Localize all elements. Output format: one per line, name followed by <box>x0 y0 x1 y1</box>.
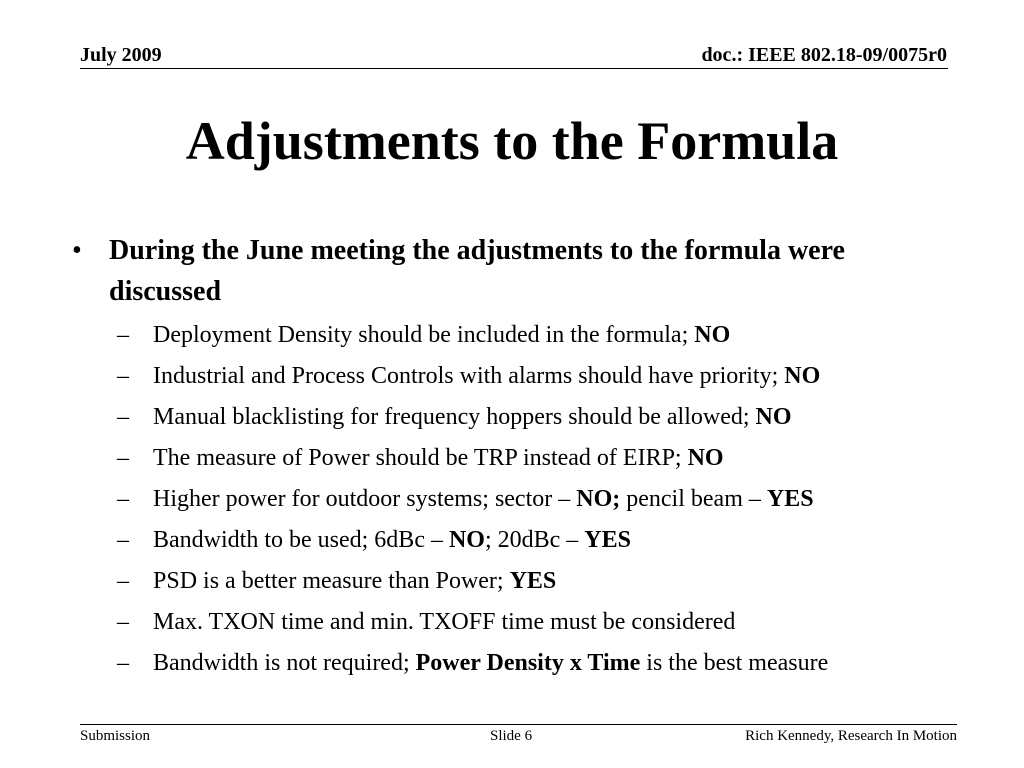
main-bullet-text: During the June meeting the adjustments to the formula were discussed <box>109 235 845 307</box>
list-item <box>117 521 997 562</box>
item-plain: Industrial and Process Controls with alarms should have priority; <box>153 363 785 389</box>
dash-icon: – <box>117 363 129 389</box>
main-bullet <box>72 230 952 312</box>
list-item-text <box>153 562 556 600</box>
list-item-text <box>153 398 792 436</box>
list-item <box>117 480 997 521</box>
item-plain: PSD is a better measure than Power; <box>153 568 510 594</box>
footer-submission: Submission <box>80 728 151 744</box>
item-verdict: YES <box>766 486 814 512</box>
item-plain: Bandwidth to be used; 6dBc – <box>153 527 449 553</box>
list-item <box>117 316 997 357</box>
item-plain: pencil beam – <box>620 486 767 512</box>
dash-icon: – <box>117 445 129 471</box>
item-verdict: NO <box>687 445 724 471</box>
header-doc-id: doc.: IEEE 802.18-09/0075r0 <box>701 44 947 66</box>
list-item <box>117 562 997 603</box>
item-plain: Manual blacklisting for frequency hoppers should be allowed; <box>153 404 756 430</box>
item-plain: Max. TXON time and min. TXOFF time must be considered <box>153 609 736 635</box>
item-plain: Bandwidth is not required; <box>153 650 416 676</box>
bullet-dot-icon: • <box>72 235 82 266</box>
item-verdict: Power Density x Time <box>415 650 641 676</box>
item-verdict: NO <box>448 527 485 553</box>
list-item-text <box>153 603 735 641</box>
item-plain: Higher power for outdoor systems; sector – <box>153 486 577 512</box>
item-plain: Deployment Density should be included in the formula; <box>153 322 695 348</box>
dash-icon: – <box>117 486 129 512</box>
footer-author: Rich Kennedy, Research In Motion <box>745 728 957 744</box>
list-item <box>117 398 997 439</box>
list-item <box>117 644 997 685</box>
list-item-text <box>153 521 631 559</box>
item-verdict: NO <box>694 322 731 348</box>
list-item-text <box>153 439 724 477</box>
dash-icon: – <box>117 404 129 430</box>
list-item-text <box>153 644 828 682</box>
dash-icon: – <box>117 527 129 553</box>
dash-icon: – <box>117 609 129 635</box>
list-item-text <box>153 316 730 354</box>
item-verdict: YES <box>584 527 631 553</box>
item-verdict: NO; <box>576 486 621 512</box>
item-plain: ; 20dBc – <box>484 527 585 553</box>
item-verdict: NO <box>784 363 821 389</box>
slide-title: Adjustments to the Formula <box>185 111 839 171</box>
list-item-text <box>153 357 820 395</box>
item-verdict: YES <box>509 568 557 594</box>
footer-slide-number: Slide 6 <box>490 728 533 744</box>
header-date: July 2009 <box>80 44 162 66</box>
dash-icon: – <box>117 650 129 676</box>
list-item <box>117 603 997 644</box>
dash-icon: – <box>117 568 129 594</box>
list-item <box>117 357 997 398</box>
item-plain: The measure of Power should be TRP instead of EIRP; <box>153 445 688 471</box>
footer-divider <box>80 724 957 725</box>
sub-bullet-list <box>117 316 997 685</box>
dash-icon: – <box>117 322 129 348</box>
item-verdict: NO <box>755 404 792 430</box>
header-divider <box>80 68 948 69</box>
list-item <box>117 439 997 480</box>
item-plain: is the best measure <box>640 650 829 676</box>
list-item-text <box>153 480 814 518</box>
